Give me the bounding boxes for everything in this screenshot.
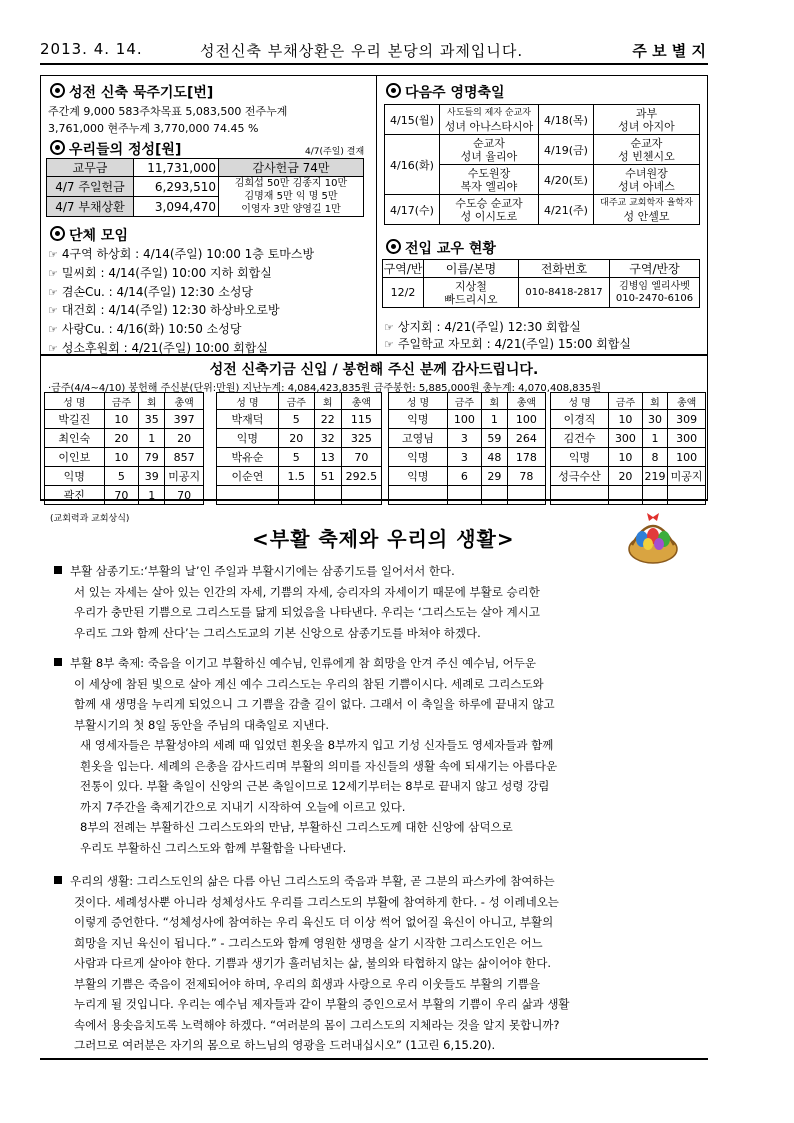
table-row — [389, 486, 546, 505]
article-line — [54, 974, 694, 995]
article-line — [54, 817, 694, 838]
table-cell: 70 — [104, 486, 139, 505]
table-cell: 10 — [609, 448, 643, 467]
feast-saint: 순교자 성 빈첸시오 — [594, 135, 700, 165]
column-header: 회 — [642, 393, 667, 410]
article-paragraph — [54, 871, 694, 1056]
feast-title: 다음주 영명축일 — [386, 82, 505, 102]
table-cell — [551, 486, 609, 505]
table-header-row — [45, 393, 204, 410]
pointing-hand-icon: ☞ — [48, 266, 58, 280]
article-line — [54, 694, 694, 715]
article-line — [54, 1035, 694, 1056]
table-cell: 48 — [481, 448, 507, 467]
feast-saint: 수녀원장 성녀 아녜스 — [594, 165, 700, 195]
table-cell: 고영님 — [389, 429, 448, 448]
prayer-line-1: 주간계 9,000 583주차목표 5,083,500 전주누계 — [48, 105, 288, 118]
article-line-text: 부활 삼종기도:‘부활의 날’인 주일과 부활시기에는 삼종기도를 일어서서 한다. — [70, 564, 455, 578]
groups-title: 단체 모임 — [50, 225, 128, 245]
feast-saint: 대주교 교회학자 율학자 성 안셀모 — [594, 195, 700, 225]
table-cell: 5 — [278, 448, 314, 467]
column-header: 금주 — [278, 393, 314, 410]
offering-title: 우리들의 정성[원] — [50, 139, 181, 159]
thanks-line: 이영자 3만 양영길 1만 — [241, 204, 341, 215]
article-paragraph — [54, 653, 694, 858]
table-cell: 곽진 — [45, 486, 105, 505]
table-cell: 10 — [104, 448, 139, 467]
table-cell: 박길진 — [45, 410, 105, 429]
target-bullet-icon — [50, 226, 65, 241]
table-header-row — [551, 393, 706, 410]
transfer-leader: 김병임 엘리사벳 010-2470-6106 — [610, 278, 700, 308]
table-header-row — [217, 393, 382, 410]
table-cell: 219 — [642, 467, 667, 486]
table-cell — [389, 486, 448, 505]
table-cell: 397 — [165, 410, 204, 429]
table-cell: 8 — [642, 448, 667, 467]
feast-saint: 수도승 순교자 성 이시도로 — [440, 195, 539, 225]
pointing-hand-icon: ☞ — [384, 321, 394, 334]
table-cell: 22 — [314, 410, 341, 429]
table-cell: 미공지 — [668, 467, 706, 486]
table-cell: 100 — [668, 448, 706, 467]
target-bullet-icon — [50, 83, 65, 98]
article-line — [54, 756, 694, 777]
offering-label: 교무금 — [47, 159, 134, 177]
table-cell: 1 — [139, 429, 165, 448]
column-header: 회 — [481, 393, 507, 410]
table-cell: 20 — [165, 429, 204, 448]
table-cell: 35 — [139, 410, 165, 429]
table-cell: 20 — [104, 429, 139, 448]
table-row — [551, 486, 706, 505]
pointing-hand-icon: ☞ — [48, 341, 58, 355]
column-header: 금주 — [447, 393, 481, 410]
table-cell: 1 — [481, 410, 507, 429]
article-line — [54, 1015, 694, 1036]
column-header: 이름/본명 — [424, 260, 519, 278]
offering-value: 11,731,000 — [134, 159, 219, 177]
offering-value: 6,293,510 — [134, 177, 219, 197]
article-line — [54, 735, 694, 756]
table-cell: 20 — [609, 467, 643, 486]
table-cell: 300 — [609, 429, 643, 448]
bulletin-name: 주 보 별 지 — [632, 42, 706, 60]
table-cell — [217, 486, 279, 505]
table-cell: 익명 — [389, 448, 448, 467]
table-cell: 이순연 — [217, 467, 279, 486]
table-cell: 309 — [668, 410, 706, 429]
table-cell: 김건수 — [551, 429, 609, 448]
table-cell — [447, 486, 481, 505]
feast-date: 4/18(목) — [539, 105, 594, 135]
article-line — [54, 776, 694, 797]
table-cell: 익명 — [389, 467, 448, 486]
table-row — [551, 448, 706, 467]
list-item: ☞ 4구역 하상회 : 4/14(주일) 10:00 1층 토마스방 — [48, 247, 315, 261]
list-item: ☞ 성소후원회 : 4/21(주일) 10:00 회합실 — [48, 340, 268, 355]
column-header: 총액 — [341, 393, 381, 410]
offering-label: 4/7 부채상환 — [47, 197, 134, 217]
table-cell: 5 — [278, 410, 314, 429]
article-line-text: 우리도 부활하신 그리스도와 함께 부활함을 나타낸다. — [80, 840, 347, 855]
issue-date: 2013. 4. 14. — [40, 40, 143, 58]
column-header: 성 명 — [45, 393, 105, 410]
article-line-text: 서 있는 자세는 살아 있는 인간의 자세, 기쁨의 자세, 승리자의 자세이기 때문에 부활로 승리한 — [74, 584, 540, 599]
offering-label: 4/7 주일헌금 — [47, 177, 134, 197]
feast-date: 4/17(수) — [385, 195, 440, 225]
feast-date: 4/16(화) — [385, 135, 440, 195]
transfer-area: 12/2 — [383, 278, 424, 308]
article-line-text: 함께 새 생명을 누리게 되었으니 그 기쁨을 감출 길이 없다. 그래서 이 축일을 하루에 끝내지 않고 — [74, 697, 555, 711]
target-bullet-icon — [386, 239, 401, 254]
list-item: ☞ 밀씨회 : 4/14(주일) 10:00 지하 회합실 — [48, 265, 272, 280]
table-cell: 264 — [507, 429, 545, 448]
table-row — [551, 429, 706, 448]
article-line — [54, 582, 694, 603]
article-line — [54, 892, 694, 913]
page-header — [40, 38, 710, 64]
article-line — [54, 838, 694, 859]
article-line-text: 우리도 그와 함께 산다’는 그리스도교의 기본 신앙으로 삼종기도를 바쳐야 하겠다. — [74, 625, 481, 640]
article-line — [54, 561, 694, 582]
table-cell: 13 — [314, 448, 341, 467]
table-cell — [668, 486, 706, 505]
article-line — [54, 933, 694, 954]
notice-item: ☞ 주일학교 자모회 : 4/21(주일) 15:00 회합실 — [384, 337, 631, 351]
article-line-text: 부활의 기쁨은 죽음이 전제되어야 하며, 우리의 희생과 사랑으로 우리 이웃들도 부활의 기쁨을 — [74, 976, 541, 991]
table-row — [45, 486, 204, 505]
article-line — [54, 653, 694, 674]
square-bullet-icon — [54, 566, 62, 574]
table-cell: 3 — [447, 429, 481, 448]
table-row — [217, 429, 382, 448]
table-cell — [481, 486, 507, 505]
table-cell: 익명 — [389, 410, 448, 429]
thanks-list — [219, 177, 364, 217]
fund-summary: ·금주(4/4~4/10) 봉헌해 주신분(단위:만원) 지난누계: 4,084,423,835원 금주봉헌: 5,885,000원 총누계: 4,070,408,835원 — [48, 383, 601, 394]
article-line-text: 부활시기의 첫 8일 동안을 주님의 대축일로 지낸다. — [74, 717, 330, 732]
header-rule — [40, 63, 708, 65]
table-cell — [278, 486, 314, 505]
offering-note: 4/7(주일) 결재 — [305, 147, 365, 157]
table-cell: 29 — [481, 467, 507, 486]
article-line-text: 우리의 생활: 그리스도인의 삶은 다름 아닌 그리스도의 죽음과 부활, 곧 그분의 파스카에 참여하는 — [70, 874, 555, 888]
table-cell: 최인숙 — [45, 429, 105, 448]
table-cell: 성극수산 — [551, 467, 609, 486]
column-header: 구역/반장 — [610, 260, 700, 278]
table-cell: 292.5 — [341, 467, 381, 486]
article-line-text: 우리가 충만된 기쁨으로 그리스도를 닮게 되었음을 나타낸다. 우리는 ‘그리스도는 살아 계시고 — [74, 605, 541, 619]
pointing-hand-icon: ☞ — [48, 285, 58, 299]
article-line-text: 부활 8부 축제: 죽음을 이기고 부활하신 예수님, 인류에게 참 희망을 안겨 주신 예수님, 어두운 — [70, 656, 536, 670]
column-header: 금주 — [104, 393, 139, 410]
transfer-phone: 010-8418-2817 — [519, 278, 610, 308]
table-cell: 박재덕 — [217, 410, 279, 429]
table-cell: 1.5 — [278, 467, 314, 486]
feast-date: 4/19(금) — [539, 135, 594, 165]
article-tag: (교회력과 교회상식) — [50, 514, 130, 524]
article-line — [54, 797, 694, 818]
article-paragraph — [54, 561, 694, 643]
table-row — [551, 410, 706, 429]
table-cell: 1 — [642, 429, 667, 448]
column-header: 성 명 — [389, 393, 448, 410]
table-cell: 이인보 — [45, 448, 105, 467]
table-cell: 1 — [139, 486, 165, 505]
offering-value: 3,094,470 — [134, 197, 219, 217]
list-item: ☞ 대건회 : 4/14(주일) 12:30 하상바오로방 — [48, 303, 280, 318]
table-cell: 325 — [341, 429, 381, 448]
pointing-hand-icon: ☞ — [48, 304, 58, 318]
table-cell — [642, 486, 667, 505]
table-cell: 100 — [447, 410, 481, 429]
square-bullet-icon — [54, 658, 62, 666]
article-title: <부활 축제와 우리의 생활> — [252, 527, 515, 551]
table-row — [45, 448, 204, 467]
table-cell: 30 — [642, 410, 667, 429]
table-cell: 70 — [165, 486, 204, 505]
easter-basket-icon — [620, 505, 686, 567]
column-header: 총액 — [507, 393, 545, 410]
fund-table — [550, 392, 706, 505]
table-cell: 70 — [341, 448, 381, 467]
article-line — [54, 602, 694, 623]
table-row — [217, 486, 382, 505]
article-line-text: 희망을 지닌 육신이 됩니다.” - 그리스도와 함께 영원한 생명을 살기 시작한 그리스도인은 어느 — [74, 935, 543, 950]
fund-title: 성전 신축기금 신입 / 봉헌해 주신 분께 감사드립니다. — [209, 362, 539, 378]
list-item: ☞ 겸손Cu. : 4/14(주일) 12:30 소성당 — [48, 284, 254, 299]
table-row — [389, 448, 546, 467]
target-bullet-icon — [50, 140, 65, 155]
table-cell: 익명 — [217, 429, 279, 448]
article-line — [54, 994, 694, 1015]
article-line-text: 전통이 있다. 부활 축일이 신앙의 근본 축일이므로 12세기부터는 8부로 끝내지 않고 성령 강림 — [80, 779, 550, 793]
article-top-rule — [40, 500, 708, 501]
table-cell: 178 — [507, 448, 545, 467]
feast-table — [384, 104, 700, 225]
column-header: 총액 — [165, 393, 204, 410]
table-cell: 미공지 — [165, 467, 204, 486]
header-slogan: 성전신축 부채상환은 우리 본당의 과제입니다. — [200, 42, 524, 60]
table-cell: 32 — [314, 429, 341, 448]
list-item: ☞ 사랑Cu. : 4/16(화) 10:50 소성당 — [48, 322, 242, 337]
table-row — [389, 467, 546, 486]
table-cell — [341, 486, 381, 505]
table-cell: 3 — [447, 448, 481, 467]
feast-saint: 순교자 성녀 율리아 — [440, 135, 539, 165]
table-row — [551, 467, 706, 486]
article-line — [54, 623, 694, 644]
article-line-text: 이 세상에 참된 빛으로 살아 계신 예수 그리스도는 우리의 참된 기쁨이시다. 세례로 그리스도와 — [74, 676, 544, 691]
table-row — [217, 448, 382, 467]
feast-saint: 수도원장 복자 엘리야 — [440, 165, 539, 195]
square-bullet-icon — [54, 876, 62, 884]
column-header: 성 명 — [551, 393, 609, 410]
article-line-text: 속에서 용솟음치도록 노력해야 하겠다. “여러분의 몸이 그리스도의 지체라는 것을 알지 못합니까? — [74, 1017, 560, 1032]
fund-table — [216, 392, 382, 505]
pointing-hand-icon: ☞ — [48, 323, 58, 337]
table-row — [389, 410, 546, 429]
column-header: 구역/반 — [383, 260, 424, 278]
column-header: 회 — [314, 393, 341, 410]
article-line — [54, 953, 694, 974]
groups-list — [48, 245, 314, 358]
table-row — [217, 467, 382, 486]
top-divider — [376, 75, 377, 355]
article-line-text: 그러므로 여러분은 자기의 몸으로 하느님의 영광을 드러내십시오” (1고린 6,15.20). — [74, 1038, 496, 1052]
column-header: 총액 — [668, 393, 706, 410]
prayer-title: 성전 신축 묵주기도[번] — [50, 82, 213, 102]
table-cell: 20 — [278, 429, 314, 448]
table-cell: 익명 — [45, 467, 105, 486]
table-cell: 59 — [481, 429, 507, 448]
article-line-text: 이렇게 증언한다. “성체성사에 참여하는 우리 육신도 더 이상 썩어 없어질 육신이 아니고, 부활의 — [74, 915, 554, 929]
table-cell: 박유순 — [217, 448, 279, 467]
table-row — [389, 429, 546, 448]
transfer-table — [382, 259, 700, 308]
transfer-name: 지상철 빠드리시오 — [424, 278, 519, 308]
table-cell — [507, 486, 545, 505]
table-row — [217, 410, 382, 429]
table-cell: 115 — [341, 410, 381, 429]
table-cell: 이경직 — [551, 410, 609, 429]
prayer-line-2: 3,761,000 현주누계 3,770,000 74.45 % — [48, 122, 259, 135]
fund-table — [44, 392, 204, 505]
transfer-title: 전입 교우 현황 — [386, 238, 496, 258]
table-cell: 6 — [447, 467, 481, 486]
feast-saint: 사도들의 제자 순교자 성녀 아나스타시아 — [440, 105, 539, 135]
pointing-hand-icon: ☞ — [48, 248, 58, 261]
feast-saint: 과부 성녀 아지아 — [594, 105, 700, 135]
column-header: 전화번호 — [519, 260, 610, 278]
footer-rule — [40, 1058, 708, 1060]
feast-date: 4/20(토) — [539, 165, 594, 195]
table-cell: 익명 — [551, 448, 609, 467]
table-cell: 100 — [507, 410, 545, 429]
article-line — [54, 912, 694, 933]
article-line-text: 사람과 다르게 살아야 한다. 기쁨과 생기가 흘러넘치는 삶, 불의와 타협하지 않는 삶이어야 한다. — [74, 956, 551, 970]
table-cell: 78 — [507, 467, 545, 486]
article-line-text: 흰옷을 입는다. 세례의 은총을 감사드리며 부활의 의미를 자신들의 생활 속에 되새기는 아름다운 — [80, 758, 558, 773]
table-cell: 79 — [139, 448, 165, 467]
pointing-hand-icon: ☞ — [384, 338, 394, 351]
table-row — [45, 467, 204, 486]
feast-date: 4/21(주) — [539, 195, 594, 225]
article-line — [54, 871, 694, 892]
notice-item: ☞ 상지회 : 4/21(주일) 12:30 회합실 — [384, 320, 581, 334]
table-header-row — [389, 393, 546, 410]
thanks-line: 김희섭 50만 김종지 10만 — [234, 178, 348, 189]
table-cell: 39 — [139, 467, 165, 486]
table-cell: 5 — [104, 467, 139, 486]
thanks-label: 감사헌금 74만 — [219, 159, 364, 177]
article-line — [54, 674, 694, 695]
table-row — [45, 429, 204, 448]
article-line-text: 8부의 전례는 부활하신 그리스도와의 만남, 부활하신 그리스도께 대한 신앙에 삼덕으로 — [80, 820, 513, 834]
table-cell: 10 — [104, 410, 139, 429]
column-header: 회 — [139, 393, 165, 410]
article-line-text: 새 영세자들은 부활성야의 세례 때 입었던 흰옷을 8부까지 입고 기성 신자들도 영세자들과 함께 — [80, 738, 554, 752]
article-line — [54, 715, 694, 736]
offering-table — [46, 158, 364, 217]
table-cell: 300 — [668, 429, 706, 448]
feast-date: 4/15(월) — [385, 105, 440, 135]
table-cell — [314, 486, 341, 505]
table-cell: 10 — [609, 410, 643, 429]
fund-table — [388, 392, 546, 505]
article-line-text: 누리게 될 것입니다. 우리는 예수님 제자들과 같이 부활의 증인으로서 부활의 기쁨이 우리 삶과 생활 — [74, 997, 570, 1011]
article-line-text: 까지 7주간을 축제기간으로 지내기 시작하여 오늘에 이르고 있다. — [80, 799, 406, 814]
table-cell: 857 — [165, 448, 204, 467]
column-header: 성 명 — [217, 393, 279, 410]
table-cell — [609, 486, 643, 505]
target-bullet-icon — [386, 83, 401, 98]
table-row — [45, 410, 204, 429]
thanks-line: 김명재 5만 익 명 5만 — [244, 191, 338, 202]
article-line-text: 것이다. 세례성사뿐 아니라 성체성사도 우리를 그리스도의 부활에 참여하게 한다. - 성 이레네오는 — [74, 894, 559, 909]
table-cell: 51 — [314, 467, 341, 486]
column-header: 금주 — [609, 393, 643, 410]
